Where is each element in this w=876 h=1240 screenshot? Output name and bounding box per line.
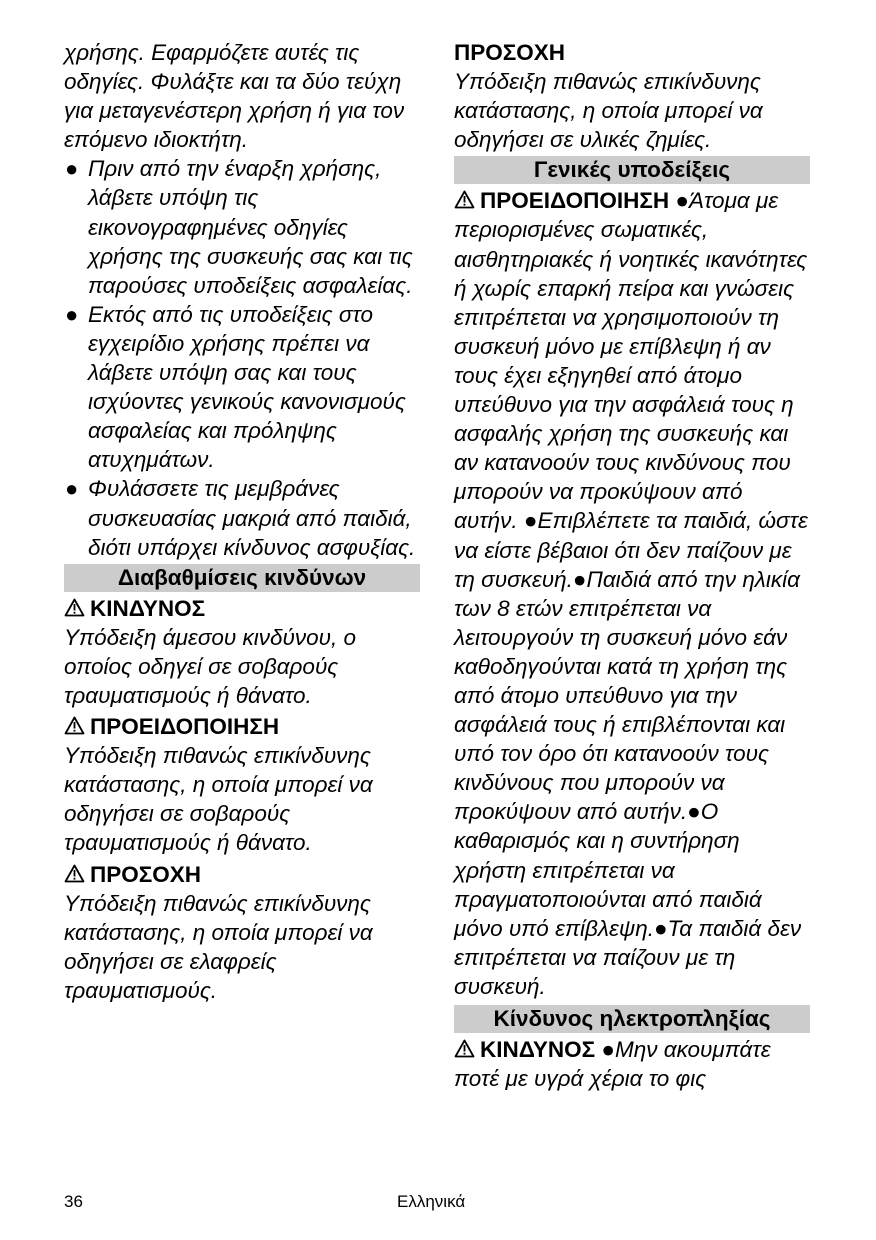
intro-paragraph: χρήσης. Εφαρμόζετε αυτές τις οδηγίες. Φυλάξτε και τα δύο τεύχη για μεταγενέστερη χρήση ή για τον επόμενο ιδιοκτήτη. (64, 40, 405, 153)
safety-bullet-3 (64, 474, 420, 561)
general-bullet-4: Ο καθαρισμός και η συντήρηση χρήστη επιτρέπεται να πραγματοποιούνται από παιδιά μόνο υπό επίβλεψη. (454, 799, 762, 941)
bullet-text: Εκτός από τις υποδείξεις στο εγχειρίδιο χρήσης πρέπει να λάβετε υπόψη σας και τους ισχύοντες γενικούς κανονισμούς ασφαλείας και πρόληψης ατυχημάτων. (88, 301, 406, 473)
hazard-levels-heading: Διαβαθμίσεις κινδύνων (64, 564, 420, 592)
bullet-icon: ● (523, 508, 538, 534)
general-bullet-3: Παιδιά από την ηλικία των 8 ετών επιτρέπεται να λειτουργούν τη συσκευή μόνο εάν καθοδηγούνται κατά τη χρήση της από άτομο υπεύθυνο για την ασφάλειά τους ή επιβλέπονται και υπό τον όρο ότι κατανοούν τους κινδύνους που μπορούν να προκύψουν από αυτήν. (454, 566, 800, 825)
general-warning-label: ΠΡΟΕΙΔΟΠΟΙΗΣΗ (480, 188, 670, 214)
electric-shock-body (454, 1035, 810, 1093)
general-notes-body (454, 186, 810, 1001)
warning-triangle-icon (64, 598, 85, 617)
notice-label: ΠΡΟΣΟΧΗ (454, 40, 566, 65)
bullet-text: Φυλάσσετε τις μεμβράνες συσκευασίας μακριά από παιδιά, διότι υπάρχει κίνδυνος ασφυξίας. (88, 476, 416, 560)
page-number: 36 (64, 1192, 83, 1211)
warning-text: Υπόδειξη πιθανώς επικίνδυνης κατάστασης, η οποία μπορεί να οδηγήσει σε σοβαρούς τραυματισμούς ή θάνατο. (64, 743, 373, 856)
danger-label: ΚΙΝΔΥΝΟΣ (64, 594, 420, 623)
warning-triangle-icon (454, 1039, 475, 1058)
warning-triangle-icon (64, 716, 85, 735)
electric-danger-label: ΚΙΝΔΥΝΟΣ (480, 1037, 596, 1062)
bullet-icon: ● (675, 188, 689, 214)
danger-text: Υπόδειξη άμεσου κινδύνου, ο οποίος οδηγεί σε σοβαρούς τραυματισμούς ή θάνατο. (64, 624, 357, 708)
electric-shock-heading: Κίνδυνος ηλεκτροπληξίας (454, 1005, 810, 1033)
warning-triangle-icon (454, 190, 475, 209)
general-bullet-1: Άτομα με περιορισμένες σωματικές, αισθητηριακές ή νοητικές ικανότητες ή χωρίς επαρκή πείρα και γνώσεις επιτρέπεται να χρησιμοποιούν τη συσκευή μόνο με επίβλεψη ή αν τους έχει εξηγηθεί από άτομο υπεύθυνο για την ασφάλειά τους η ασφαλής χρήση της συσκευής και αν κατανοούν τους κινδύνους που μπορούν να προκύψουν από αυτήν. (454, 188, 808, 534)
general-bullet-2: Επιβλέπετε τα παιδιά, ώστε να είστε βέβαιοι ότι δεν παίζουν με τη συσκευή. (454, 508, 808, 592)
bullet-icon: ● (65, 476, 79, 502)
bullet-icon: ● (601, 1037, 615, 1062)
bullet-icon: ● (65, 156, 79, 182)
left-column (64, 38, 420, 1005)
warning-label: ΠΡΟΕΙΔΟΠΟΙΗΣΗ (64, 712, 420, 741)
safety-bullet-2 (64, 300, 420, 475)
warning-triangle-icon (64, 864, 85, 883)
bullet-icon: ● (687, 799, 701, 825)
bullet-icon: ● (653, 915, 668, 941)
bullet-text: Πριν από την έναρξη χρήσης, λάβετε υπόψη τις εικονογραφημένες οδηγίες χρήσης της συσκευής σας και τις παρούσες υποδείξεις ασφαλείας. (88, 156, 413, 298)
right-column (454, 38, 810, 1093)
caution-label: ΠΡΟΣΟΧΗ (64, 860, 420, 889)
bullet-icon: ● (65, 301, 79, 327)
bullet-icon: ● (572, 566, 587, 592)
general-notes-heading: Γενικές υποδείξεις (454, 156, 810, 184)
caution-text: Υπόδειξη πιθανώς επικίνδυνης κατάστασης, η οποία μπορεί να οδηγήσει σε ελαφρείς τραυματισμούς. (64, 890, 373, 1003)
notice-text: Υπόδειξη πιθανώς επικίνδυνης κατάστασης, η οποία μπορεί να οδηγήσει σε υλικές ζημίες. (454, 69, 763, 153)
general-bullet-5: Τα παιδιά δεν επιτρέπεται να παίζουν με τη συσκευή. (454, 915, 802, 999)
safety-bullet-1 (64, 154, 420, 299)
footer-language: Ελληνικά (397, 1192, 466, 1211)
electric-bullet-1: Μην ακουμπάτε ποτέ με υγρά χέρια το φις (454, 1037, 771, 1092)
